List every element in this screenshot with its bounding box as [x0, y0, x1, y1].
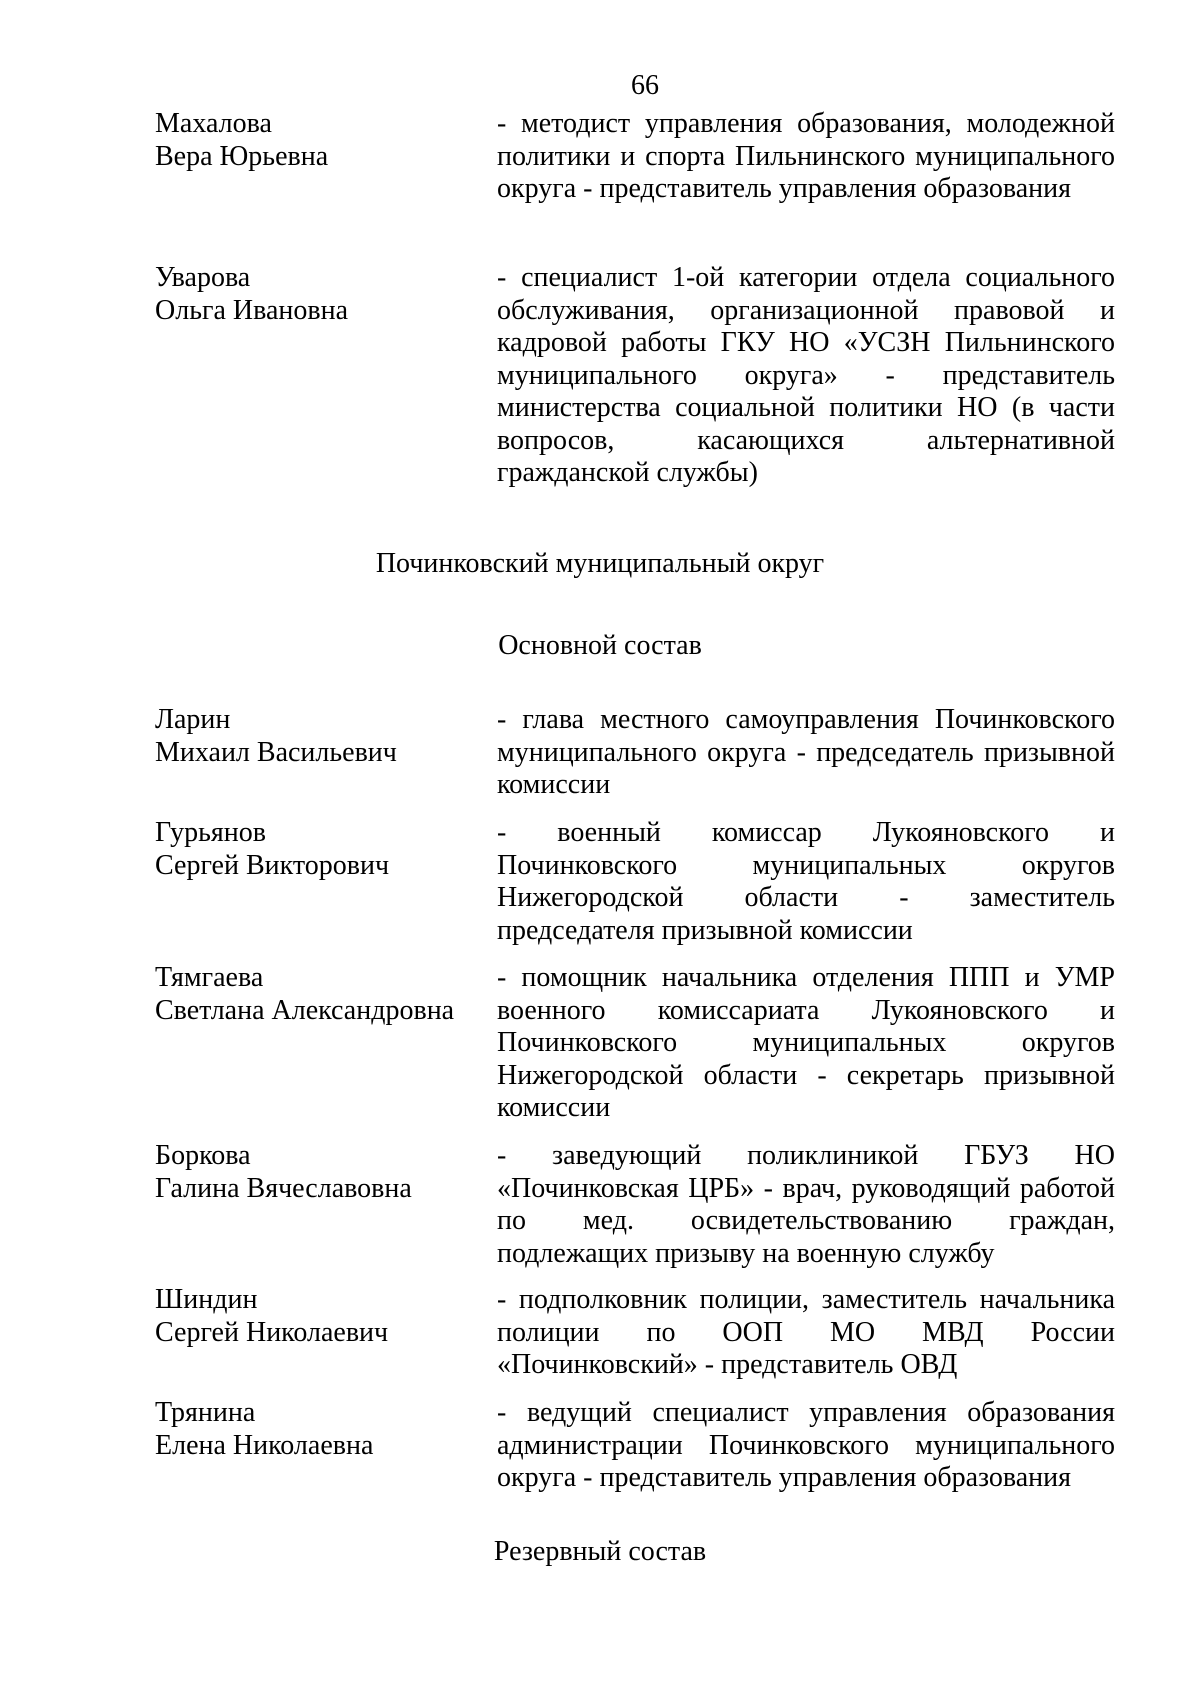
member-name — [155, 962, 475, 1027]
member-name — [155, 108, 475, 173]
member-role: - заведующий поликлиникой ГБУЗ НО «Починковская ЦРБ» - врач, руководящий работой по мед. освидетельствованию граждан, подлежащих призыву на военную службу — [497, 1140, 1115, 1269]
member-entry-makhalova — [155, 108, 1115, 238]
member-given-name: Елена Николаевна — [155, 1429, 374, 1461]
member-role: - помощник начальника отделения ППП и УМР военного комиссариата Лукояновского и Починковского муниципальных округов Нижегородской области - секретарь призывной комиссии — [497, 962, 1115, 1123]
member-given-name: Светлана Александровна — [155, 994, 455, 1026]
member-given-name: Михаил Васильевич — [155, 736, 397, 768]
member-surname: Махалова — [155, 108, 272, 139]
page-number: 66 — [631, 70, 659, 101]
member-surname: Боркова — [155, 1140, 251, 1171]
member-name — [155, 817, 475, 882]
member-surname: Гурьянов — [155, 817, 266, 848]
main-composition-title: Основной состав — [498, 630, 702, 661]
member-surname: Шиндин — [155, 1284, 258, 1315]
member-surname: Уварова — [155, 262, 251, 293]
reserve-composition-title: Резервный состав — [493, 1536, 707, 1567]
member-name — [155, 262, 475, 327]
member-given-name: Вера Юрьевна — [155, 140, 329, 172]
member-surname: Ларин — [155, 704, 231, 735]
member-entry-uvarova — [155, 262, 1115, 488]
member-given-name: Сергей Николаевич — [155, 1316, 389, 1348]
member-role: - ведущий специалист управления образования администрации Починковского муниципального округа - представитель управления образования — [497, 1397, 1115, 1493]
member-given-name: Ольга Ивановна — [155, 294, 348, 326]
member-role: - подполковник полиции, заместитель начальника полиции по ООП МО МВД России «Починковский» - представитель ОВД — [497, 1284, 1115, 1380]
member-role: - методист управления образования, молодежной политики и спорта Пильнинского муниципального округа - представитель управления образования — [497, 108, 1115, 204]
member-surname: Тямгаева — [155, 962, 264, 993]
member-role: - военный комиссар Лукояновского и Починковского муниципальных округов Нижегородской области - заместитель председателя призывной комиссии — [497, 817, 1115, 946]
member-role: - специалист 1-ой категории отдела социального обслуживания, организационной правовой и кадровой работы ГКУ НО «УСЗН Пильнинского муниципального округа» - представитель министерства социальной политики НО (в части вопросов, касающихся альтернативной гражданской службы) — [497, 262, 1115, 488]
member-given-name: Сергей Викторович — [155, 849, 390, 881]
member-name — [155, 1397, 475, 1462]
section-title: Починковский муниципальный округ — [375, 548, 825, 579]
member-name — [155, 704, 475, 769]
member-given-name: Галина Вячеславовна — [155, 1172, 412, 1204]
member-role: - глава местного самоуправления Починковского муниципального округа - председатель призывной комиссии — [497, 704, 1115, 800]
member-name — [155, 1140, 475, 1205]
member-surname: Трянина — [155, 1397, 256, 1428]
member-name — [155, 1284, 475, 1349]
